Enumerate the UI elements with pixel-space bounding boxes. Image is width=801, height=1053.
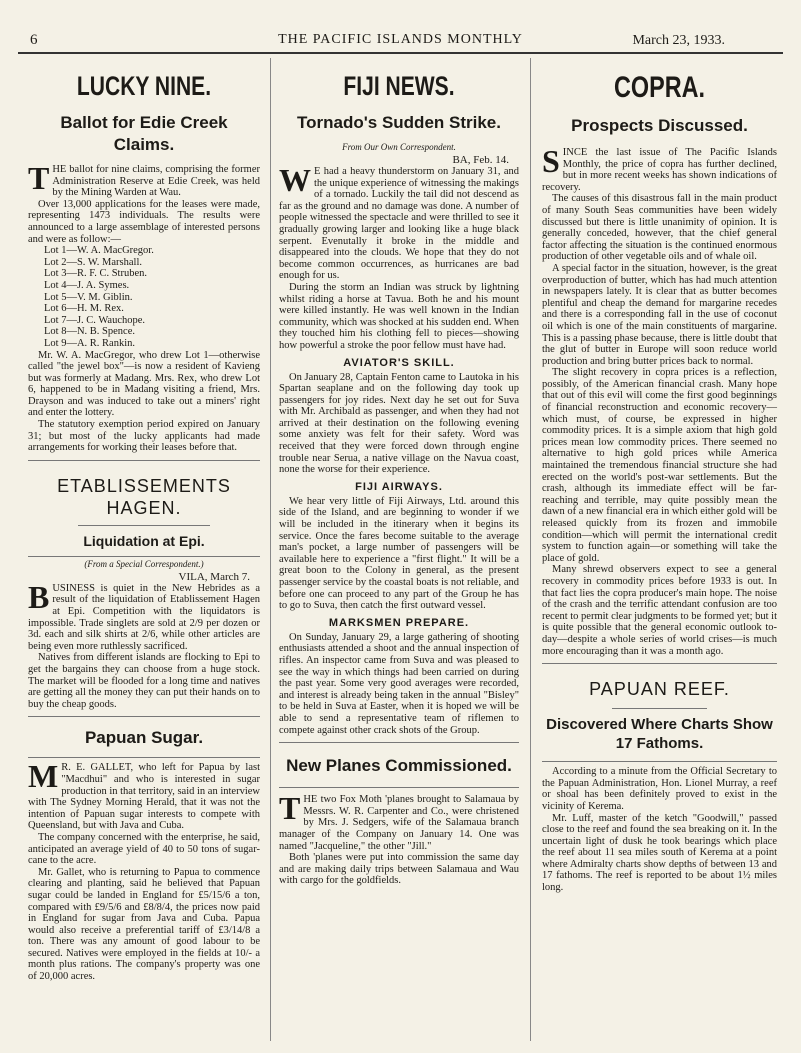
article-subheading-liquidation: Liquidation at Epi. (83, 532, 205, 549)
lot-item: Lot 9—A. R. Rankin. (44, 337, 135, 349)
article-paragraph: Both 'planes were put into commission the same day and are making daily trips between Salamaua and Wau with cargo for the goldfields. (279, 852, 519, 887)
article-subheading-charts: Discovered Where Charts Show 17 Fathoms. (546, 716, 773, 753)
article-paragraph: BUSINESS is quiet in the New Hebrides as a result of the liquidation of Etablissement Hagen at Epi. Competition with the liquidators is impossible. Trade singlets are sold at 2/9 per dozen or 3d. each and silk shirts at 2/6, while other articles are being even more ruthlessly sacrificed. (28, 578, 260, 652)
article-paragraph: On January 28, Captain Fenton came to Lautoka in his Spartan seaplane and on the following day took up passengers for joy rides. Next day he set out for Suva with Mr. Archibald as passenger, and when they had not arrived at their destination on the following evening some anxiety was felt for their safety. Word was received that they were forced down through engine trouble near Serua, a native village on the Navua coast, none the worse for their experience. (279, 371, 519, 476)
article-paragraph: Mr. Luff, master of the ketch "Goodwill," passed close to the reef and found the sea breaking on it. In the uncertain light of dusk he took bearings which place the reef about 11 sea miles south of Kerema at a point where Admiralty charts show depths of between 13 and 17 fathoms. The reef is reported to be about 1½ miles long. (542, 812, 777, 894)
drop-cap: B (28, 578, 50, 615)
article-paragraph: Mr. W. A. MacGregor, who drew Lot 1—otherwise called "the jewel box"—is now a resident of Kavieng but was formerly at Madang. Mrs. Rex, who drew Lot 6, happened to be in Madang visiting a friend, Mrs. Drayson and was induced to take out a miners' right and enter the lottery. (28, 349, 260, 419)
lot-item: Lot 6—H. M. Rex. (44, 303, 124, 315)
column-3 (542, 58, 777, 1041)
subheading-aviators-skill: AVIATOR'S SKILL. (343, 356, 455, 369)
short-rule (612, 708, 707, 709)
issue-date: March 23, 1933. (632, 33, 725, 48)
section-heading-lucky-nine: LUCKY NINE. (76, 71, 212, 101)
article-paragraph: The company concerned with the enterprise, he said, anticipated an average yield of 40 to 50 tons of sugar-cane to the acre. (28, 831, 260, 867)
article-paragraph: THE ballot for nine claims, comprising the former Administration Reserve at Edie Creek, was held by the Mining Warden at Wau. (28, 160, 260, 199)
lot-item: Lot 1—W. A. MacGregor. (44, 245, 154, 257)
article-heading-hagen: ETABLISSEMENTS HAGEN. (57, 475, 231, 518)
lot-item: Lot 3—R. F. C. Struben. (44, 268, 148, 280)
lot-list (28, 245, 260, 349)
lot-item: Lot 4—J. A. Symes. (44, 279, 130, 291)
column-1 (28, 58, 260, 1041)
article-heading-prospects: Prospects Discussed. (571, 116, 748, 135)
column-rule-1 (270, 58, 271, 1041)
article-heading-papuan-sugar: Papuan Sugar. (84, 728, 204, 748)
article-paragraph: Many shrewd observers expect to see a general recovery in commodity prices before 1933 is out. In that fact lies the copra producer's main hope. The noise of the crash and the terrific attendant confusion are too recent to permit clear judgments to be formed yet; but it is quite possible that the general economic outlook to-day—despite a whole series of world crises—is much more encouraging than it was a month ago. (542, 564, 778, 657)
column-2 (279, 58, 519, 1041)
article-paragraph: Natives from different islands are flocking to Epi to get the bargains they can choose from a huge stock. The market will be flooded for a long time and natives are getting all the money they can put their hands on to buy the cheap goods. (28, 652, 260, 710)
subheading-marksmen-prepare: MARKSMEN PREPARE. (328, 616, 470, 629)
article-heading-papuan-reef: PAPUAN REEF. (589, 679, 730, 700)
publication-title: THE PACIFIC ISLANDS MONTHLY (278, 32, 523, 47)
lot-item: Lot 5—V. M. Giblin. (44, 291, 133, 303)
lot-item: Lot 7—J. C. Wauchope. (44, 314, 146, 326)
article-paragraph: During the storm an Indian was struck by lightning whilst riding a horse at Tavua. Both he and his mount were killed instantly. He was well known in the Indian community, which was shocked at his sudden end. When they touched him his clothing fell to pieces—showing how powerful a stroke the poor fellow must have had. (279, 281, 519, 351)
correspondent-line: From Our Own Correspondent. (342, 142, 456, 152)
dateline: VILA, March 7. (178, 570, 250, 583)
article-paragraph: W E had a heavy thunderstorm on January 31, and the unique experience of witnessing the makings of a tornado. Luckily the tail did not descend as far as the ground and no damage was done. A number of people witnessed the spectacle and were thrilled to see it gradually growing larger and looking like a huge black serpent. Evenutally it broke in the middle and disappeared into the clouds. We hope that they do not become common occurrences, as hurricanes are bad enough for us. (279, 162, 519, 282)
drop-cap: W (279, 162, 311, 198)
article-box-papuan-sugar (28, 716, 260, 758)
article-box-papuan-reef (542, 663, 777, 762)
column-rule-2 (530, 58, 531, 1041)
article-paragraph: The statutory exemption period expired on January 31; but most of the lucky applicants had made arrangements for working their leases before that. (28, 419, 260, 454)
lot-item: Lot 2—S. W. Marshall. (44, 256, 143, 268)
correspondent-line: (From a Special Correspondent.) (84, 558, 204, 569)
page-header (18, 30, 783, 52)
header-rule (18, 52, 783, 54)
article-paragraph: Over 13,000 applications for the leases were made, representing 1473 individuals. The results were announced to a large assemblage of interested persons and were as follow:— (28, 198, 260, 245)
article-heading-edie-creek: Ballot for Edie Creek Claims. (60, 113, 228, 154)
article-paragraph: M R. E. GALLET, who left for Papua by last "Macdhui" and who is interested in sugar production in that territory, said in an interview with The Sydney Morning Herald, that it was not the intention of Papuan sugar interests to compete with Queensland, but with Java and Cuba. (28, 758, 260, 832)
article-paragraph: Mr. Gallet, who is returning to Papua to commence clearing and planting, said he believed that Papuan sugar could be landed in England for £5/15/6 a ton, compared with £9/5/6 and £8/8/4, the prices now paid in England for sugar from Java and Cuba. Papua would also receive a preferential tariff of £3/14/8 a ton. There was any amount of good labour to be secured. Natives were employed in the fields at 10/- a month plus rations. The company's property was one of 20,000 acres. (28, 866, 260, 983)
article-paragraph: We hear very little of Fiji Airways, Ltd. around this side of the Island, and are beginning to wonder if we will be included in the itinerary when it begins its service. Once the fares become suitable to the average man's pocket, a large number of passengers will be available here to experience a "first flight." It will be a great boon to the Colony in general, as the present passenger service by the coastal boats is not reliable, and before one can proceed to any part of the Group he has to go to Suva, then catch the first outward vessel. (279, 495, 519, 612)
article-box-new-planes (279, 742, 519, 788)
article-paragraph: According to a minute from the Official Secretary to the Papuan Administration, Hon. Lionel Murray, a reef or shoal has been definitely proved to exist in the vicinity of Kerema. (542, 766, 777, 812)
drop-cap: T (28, 160, 50, 196)
section-heading-copra: COPRA. (613, 71, 706, 104)
article-paragraph: THE two Fox Moth 'planes brought to Salamaua by Messrs. W. R. Carpenter and Co., were christened by Mrs. J. Sedgers, wife of the Salamaua branch manager of the Company on January 14. One was named "Jacqueline," the other "Jill." (279, 790, 519, 852)
article-paragraph: SINCE the last issue of The Pacific Islands Monthly, the price of copra has further declined, but in more recent weeks has shown indications of recovery. (542, 143, 777, 193)
article-paragraph: On Sunday, January 29, a large gathering of shooting enthusiasts attended a shoot and the annual inspection of rifles. An inspector came from Suva and was pleased to see the way in which things had been carried on during the past year. Some very good averages were recorded, and interest is already being taken in the annual "Bisley" to be held in Suva at Easter, when it is hoped we will be able to send a representative team of riflemen to compete against other crack shots of the Group. (279, 631, 519, 736)
section-heading-fiji-news: FIJI NEWS. (343, 71, 455, 101)
dateline: BA, Feb. 14. (452, 154, 509, 166)
lot-item: Lot 8—N. B. Spence. (44, 326, 135, 338)
article-paragraph: The causes of this disastrous fall in the main product of many South Seas communities have been widely discussed but there is little unanimity of opinion. It is generally conceded, however, that the chief general factor affecting the situation is the continued enormous production of other vegetable oils and of whale oil. (542, 193, 777, 263)
article-heading-tornado: Tornado's Sudden Strike. (297, 113, 501, 132)
drop-cap: T (279, 790, 301, 827)
subheading-fiji-airways: FIJI AIRWAYS. (355, 480, 443, 493)
short-rule (78, 525, 210, 526)
article-box-hagen (28, 460, 260, 557)
drop-cap: S (542, 143, 560, 179)
article-paragraph: The slight recovery in copra prices is a reflection, possibly, of the American financial crash. Many hope that out of this evil will come the first good beginnings of financial reconstruction and economic recovery—which must, of course, be expressed in higher commodity prices. It is a simple axiom that high gold prices mean low commodity prices. There seemed no alternative to high gold prices while America maintained the tremendous financial structure she had erected on the world's post-war settlements. But the crash, although its immediate effect will be far-reaching and terrible, may quite possibly mean the dawn of a new financial era in which either gold will be released quickly from its frozen and immobile condition—which will permit the international credit system to function again—or something will take the place of gold. (542, 367, 777, 564)
article-heading-new-planes: New Planes Commissioned. (286, 756, 512, 776)
page-number: 6 (30, 32, 38, 48)
article-paragraph: A special factor in the situation, however, is the great overproduction of butter, which has had much attention in newspapers lately. It is clear that as butter becomes plentiful and cheap the demand for margarine recedes and there is a corresponding fall in the use of coconut oil which is one of the main constituents of margarine. This is a passing phase because, there is little doubt that the glut of butter in Europe will soon reduce world production and bring butter prices back to normal. (542, 262, 777, 367)
drop-cap: M (28, 758, 59, 795)
